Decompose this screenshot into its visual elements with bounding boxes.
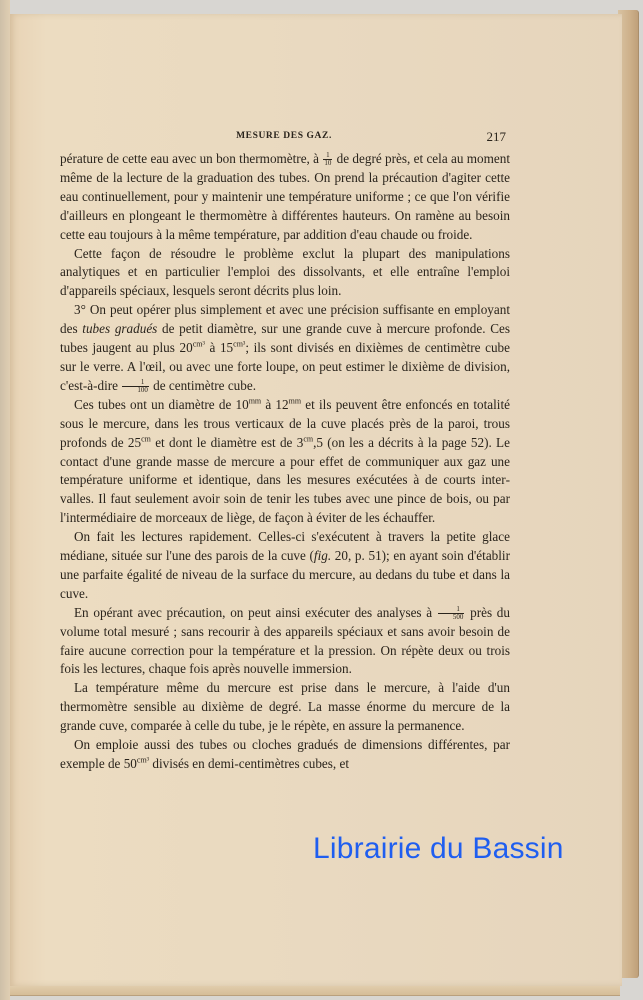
running-head — [60, 131, 508, 147]
unit-superscript: cm — [303, 434, 314, 444]
unit-superscript: cm³ — [136, 755, 150, 765]
book-spine-edge — [0, 0, 10, 1000]
page-number: 217 — [486, 129, 506, 144]
watermark-text: Librairie du Bassin — [313, 832, 564, 865]
unit-superscript: cm³ — [192, 339, 205, 349]
page-bottom-edge — [10, 985, 620, 996]
paragraph: En opérant avec précaution, on peut ainsi exécuter des analyses à $\frac{1}{500}$ près du volume total mesuré ; sans recourir à des appareils spéciaux et sans avoir besoin de faire aucune correction pour la température et la pression. On répète deux ou trois fois les lectures, chaque fois après nouvelle immersion. — [60, 604, 510, 677]
paragraph: 3° On peut opérer plus simplement et avec une précision suffisante en employant des tubes gradués de petit diamètre, sur une grande cuve à mercure profonde. Ces tubes jaugent au plus $20^{cm^3}$ à $15^{cm^3}$; ils sont divisés en dixièmes de centimètre cube sur le verre. A l'œil, ou avec une forte loupe, on peut estimer le dixième de division, c'est-à-dire $\frac{1}{100}$ de centimètre cube. — [60, 302, 510, 395]
body-text — [60, 150, 510, 774]
paragraph: On fait les lectures rapidement. Celles-ci s'exécutent à travers la petite glace médiane, située sur l'une des parois de la cuve (fig. 20, p. 51); en ayant soin d'établir une parfaite égalité de niveau de la surface du mercure, au dedans du tube et dans la cuve. — [60, 529, 510, 601]
running-head-title: MESURE DES GAZ. — [236, 131, 332, 141]
italic-text: tubes gradués — [82, 321, 158, 337]
paragraph: Ces tubes ont un diamètre de $10^{mm}$ à $12^{mm}$ et ils peuvent être enfoncés en totalité sous le mercure, dans les trous verticaux de la cuve placés près de la paroi, trous profonds de $25^{cm}$ et dont le diamètre est de $3^{cm},5$ (on les a décrits à la page 52). Le contact d'une grande masse de mercure a pour effet de communiquer aux gaz une température uniforme et identique, dans les mesures exécutées à de courts intervalles. Il faut seulement avoir soin de tenir les tubes avec une pince de bois, ou par l'intermédiaire de morceaux de liège, de façon à éviter de les échauffer. — [60, 396, 510, 526]
paragraph: pérature de cette eau avec un bon thermomètre, à $\frac{1}{10}$ de degré près, et cela au moment même de la lecture de la graduation des tubes. On prend la précaution d'agiter cette eau continuellement, pour y maintenir une température uniforme ; ce que l'on vérifie d'ailleurs en plongeant le thermomètre à différentes hauteurs. On ramène au besoin cette eau toujours à la même température, par addition d'eau chaude ou froide. — [60, 151, 510, 242]
fraction: $\frac{1}{100}$ — [122, 379, 149, 394]
unit-superscript: mm — [248, 396, 262, 406]
fraction: $\frac{1}{10}$ — [324, 151, 332, 168]
paragraph: La température même du mercure est prise dans le mercure, à l'aide d'un thermomètre sensible au dixième de degré. La masse énorme du mercure de la grande cuve, comparée à celle du tube, je le répète, en assure la permanence. — [60, 680, 510, 734]
unit-superscript: cm — [141, 434, 151, 444]
paragraph: Cette façon de résoudre le problème exclut la plupart des manipulations analytiques et en particulier l'emploi des dissolvants, et elle entraîne l'emploi d'appareils spéciaux, lesquels seront décrits plus loin. — [60, 245, 510, 299]
paragraph: On emploie aussi des tubes ou cloches gradués de dimensions différentes, par exemple de $50^{cm^3}$ divisés en demi-centimètres cubes, et — [60, 737, 510, 771]
unit-superscript: cm³ — [233, 339, 246, 349]
italic-text: fig. — [313, 548, 332, 564]
fraction: $\frac{1}{500}$ — [438, 606, 465, 621]
unit-superscript: mm — [288, 396, 302, 406]
